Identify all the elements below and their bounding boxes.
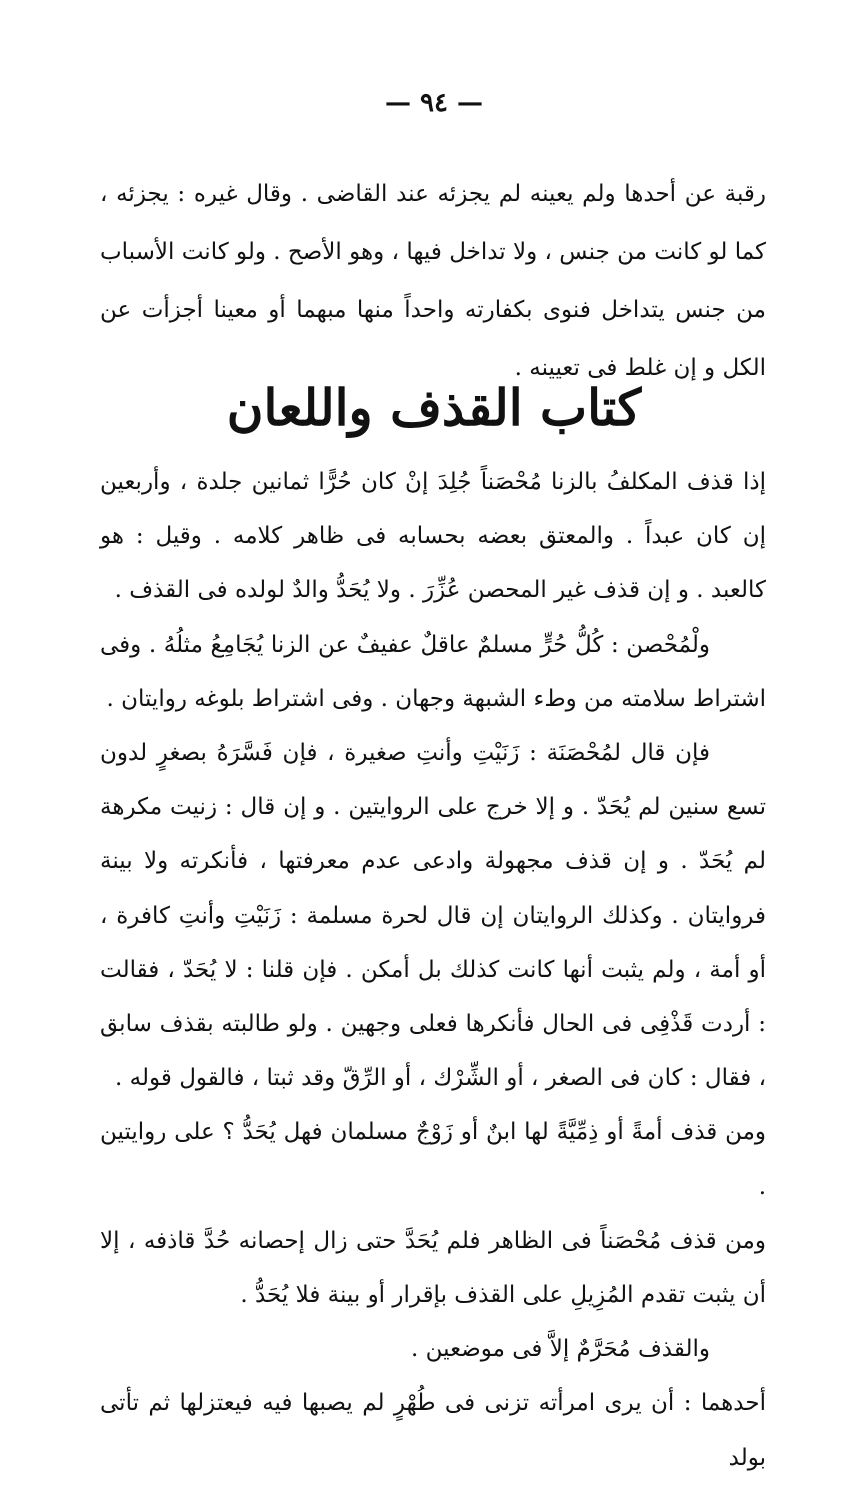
chapter-title: كتاب القذف واللعان bbox=[226, 378, 642, 437]
paragraph-first-case: أحدهما : أن يرى امرأته تزنى فى طُهْرٍ لم يصبها فيه فيعتزلها ثم تأتى بولد bbox=[100, 1390, 766, 1471]
paragraph-qadhf-penalty: إذا قذف المكلفُ بالزنا مُحْصَناً جُلِدَ إنْ كان حُرًّا ثمانين جلدة ، وأربعين إن كان عبداً . والمعتق بعضه بحسابه فى ظاهر كلامه . وقيل : هو كالعبد . و إن قذف غير المحصن عُزِّرَ . ولا يُحَدُّ والدٌ لولده فى القذف . bbox=[100, 469, 766, 604]
page-number: — ٩٤ — bbox=[384, 88, 484, 118]
paragraph-qadhf-forbidden: والقذف مُحَرَّمٌ إلاَّ فى موضعين . bbox=[411, 1336, 710, 1363]
intro-paragraph: رقبة عن أحدها ولم يعينه لم يجزئه عند القاضى . وقال غيره : يجزئه ، كما لو كانت من جنس ، ولا تداخل فيها ، وهو الأصح . ولو كانت الأسباب من جنس يتداخل فنوى بكفارته واحداً منها مبهما أو معينا أجزأت عن الكل و إن غلط فى تعيينه . bbox=[100, 181, 766, 381]
paragraph-qadhf-cases: فإن قال لمُحْصَنَة : زَنَيْتِ وأنتِ صغيرة ، فإن فَسَّرَهُ بصغرٍ لدون تسع سنين لم يُحَدّ . و إلا خرج على الروايتين . و إن قال : زنيت مكرهة لم يُحَدّ . و إن قذف مجهولة وادعى عدم معرفتها ، فأنكرته ولا بينة فروايتان . وكذلك الروايتان إن قال لحرة مسلمة : زَنَيْتِ وأنتِ كافرة ، أو أمة ، ولم يثبت أنها كانت كذلك بل أمكن . فإن قلنا : لا يُحَدّ ، فقالت : أردت قَذْفِى فى الحال فأنكرها فعلى وجهين . ولو طالبته بقذف سابق ، فقال : كان فى الصغر ، أو الشِّرْك ، أو الرِّقّ وقد ثبتا ، فالقول قوله . bbox=[100, 740, 766, 1092]
intro-text-block bbox=[100, 165, 766, 397]
paragraph-lost-ihsan: ومن قذف مُحْصَناً فى الظاهر فلم يُحَدَّ حتى زال إحصانه حُدَّ قاذفه ، إلا أن يثبت تقدم المُزِيلِ على القذف بإقرار أو بينة فلا يُحَدُّ . bbox=[100, 1227, 766, 1309]
chapter-body bbox=[100, 455, 766, 1485]
paragraph-slave-dhimmi: ومن قذف أمةً أو ذِمِّيَّةً لها ابنٌ أو زَوْجٌ مسلمان فهل يُحَدُّ ؟ على روايتين . bbox=[100, 1119, 766, 1200]
paragraph-muhsan-definition: ولْمُحْصن : كُلُّ حُرٍّ مسلمٌ عاقلٌ عفيفٌ عن الزنا يُجَامِعُ مثلُهُ . وفى اشتراط سلامته من وطء الشبهة وجهان . وفى اشتراط بلوغه روايتان . bbox=[100, 631, 766, 712]
